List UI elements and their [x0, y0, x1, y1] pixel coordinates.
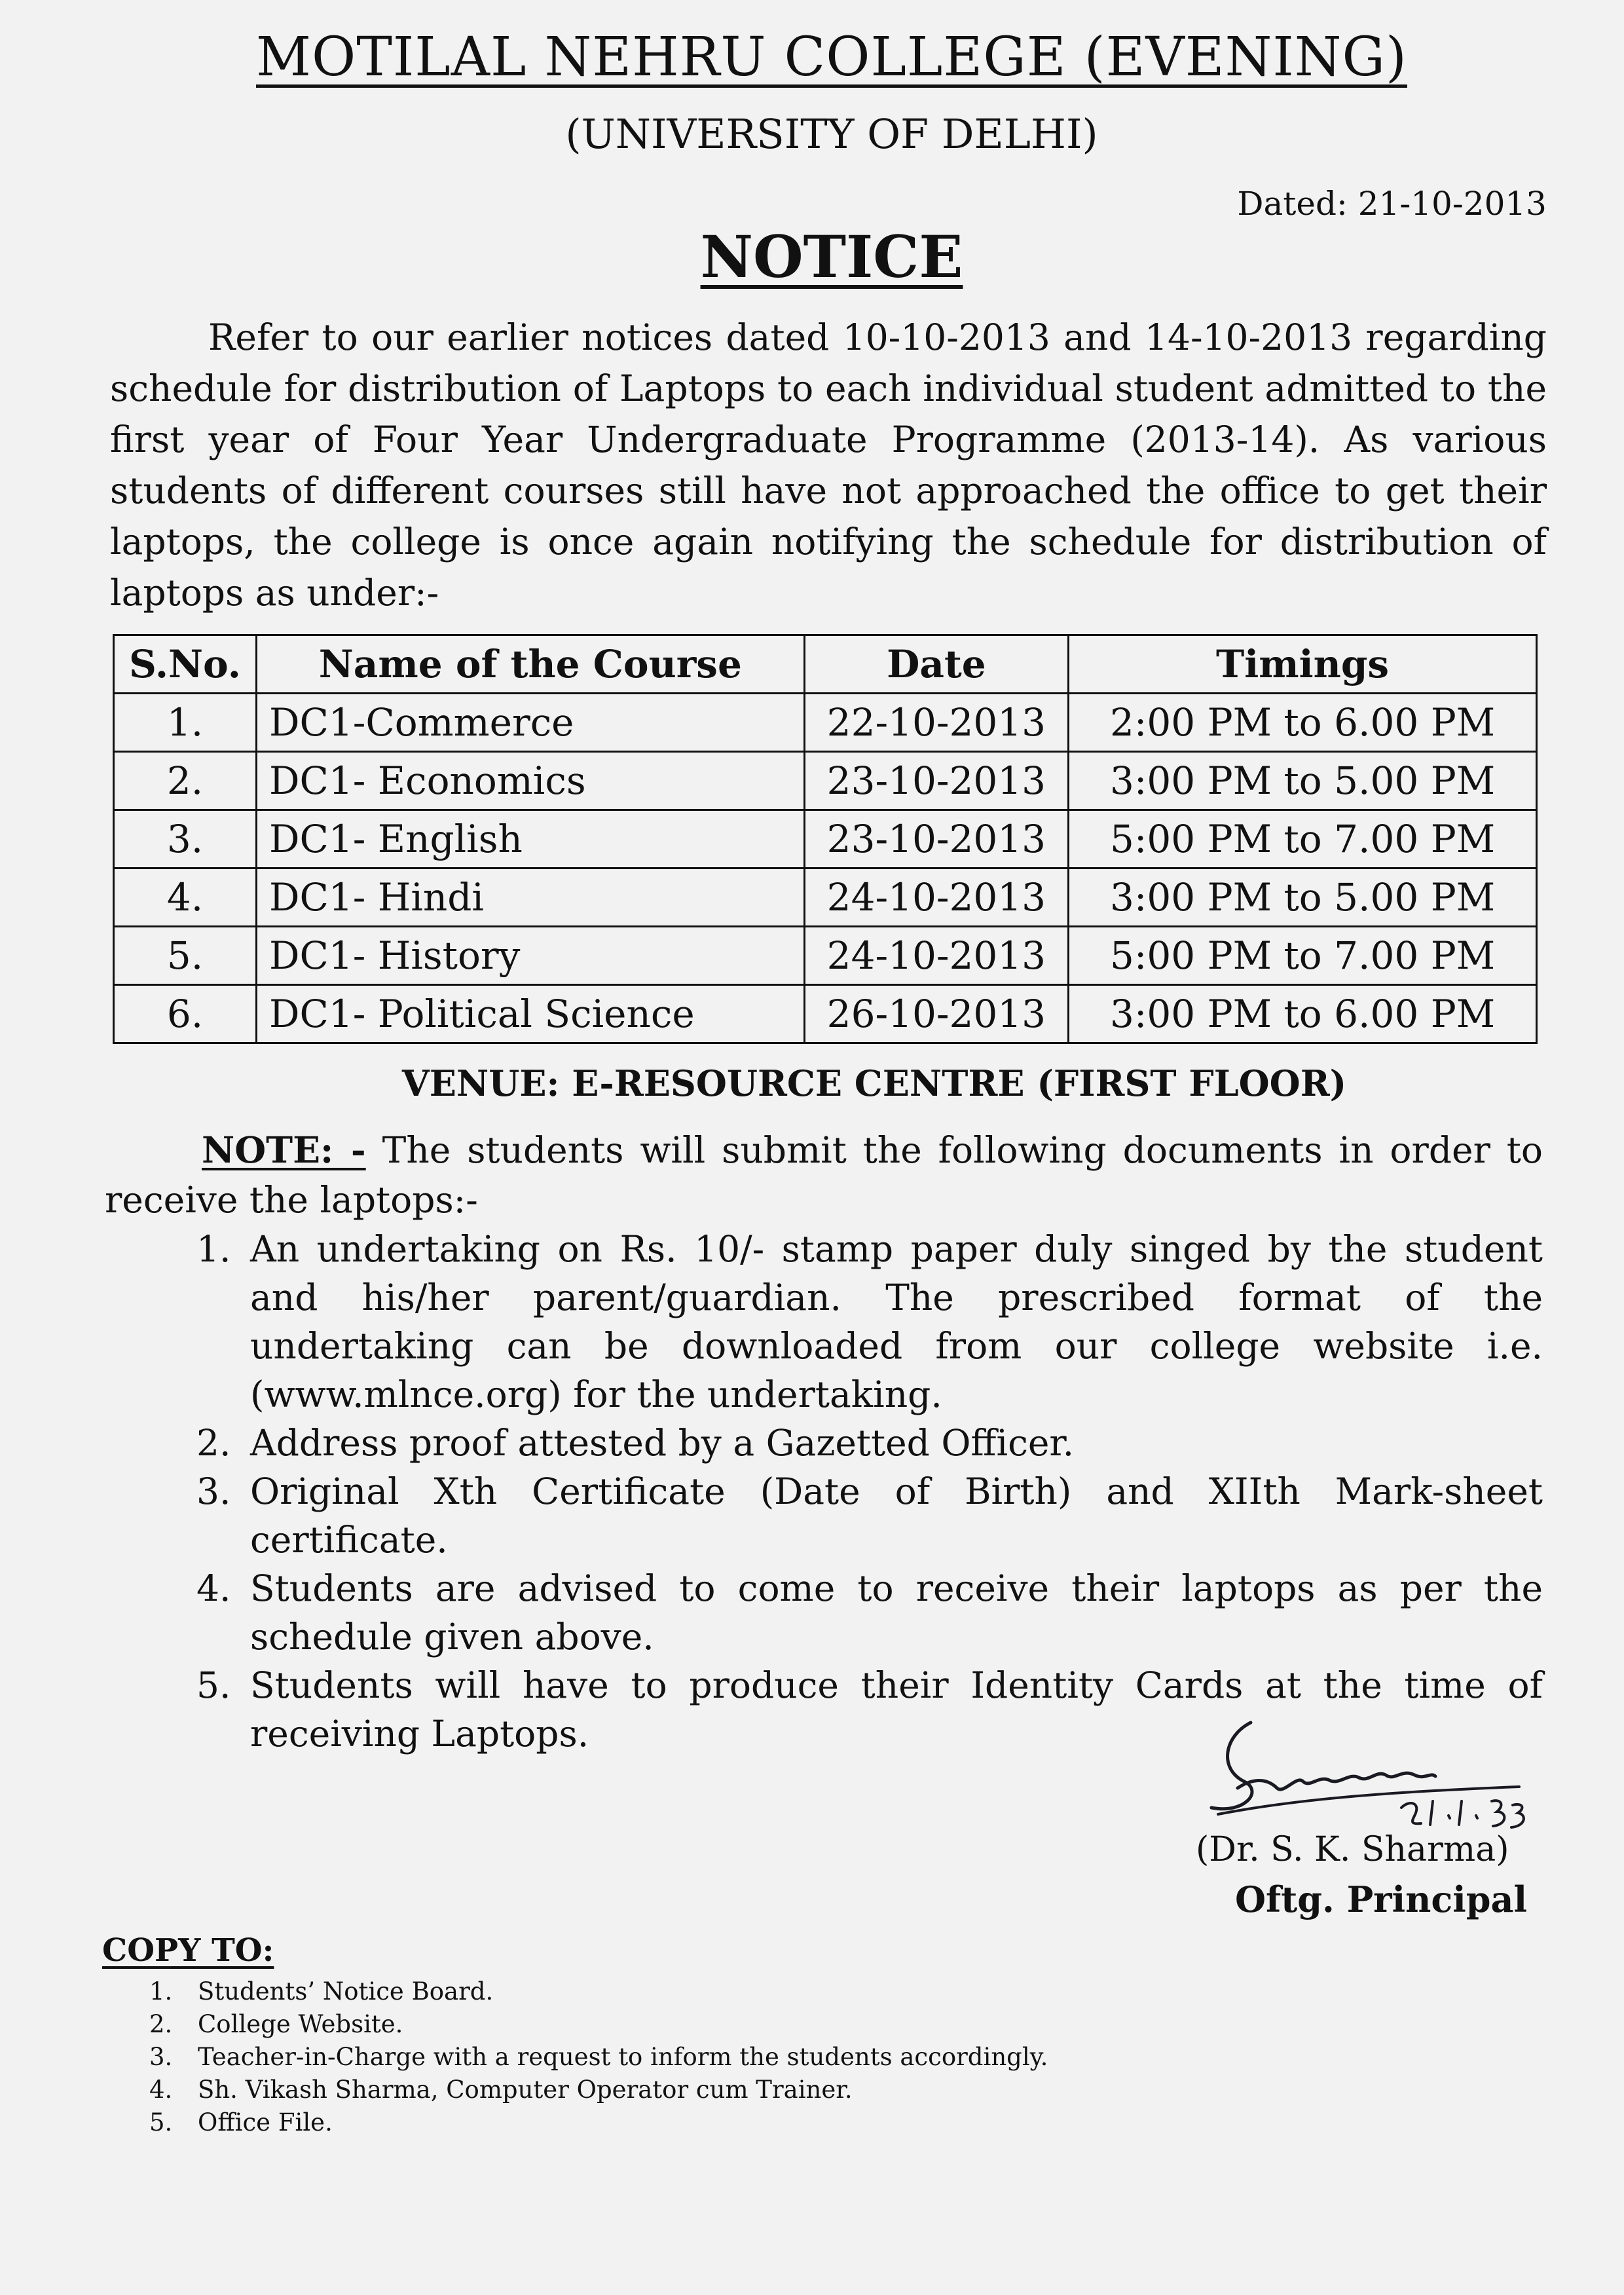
list-item-number: 3.: [149, 2043, 173, 2071]
cell-date: 23-10-2013: [804, 752, 1068, 810]
list-item-number: 5.: [149, 2108, 173, 2136]
table-row: [114, 985, 1537, 1043]
header-sno: S.No.: [114, 635, 257, 694]
cell-date: 23-10-2013: [804, 810, 1068, 868]
cell-timings: 3:00 PM to 5.00 PM: [1069, 752, 1537, 810]
list-item-text: Sh. Vikash Sharma, Computer Operator cum Trainer.: [198, 2076, 853, 2104]
table-row: [114, 694, 1537, 752]
cell-date: 26-10-2013: [804, 985, 1068, 1043]
list-item: [149, 2106, 1048, 2139]
cell-timings: 2:00 PM to 6.00 PM: [1069, 694, 1537, 752]
cell-timings: 3:00 PM to 6.00 PM: [1069, 985, 1537, 1043]
list-item-text: Teacher-in-Charge with a request to inform the students accordingly.: [198, 2043, 1048, 2071]
list-item-text: College Website.: [198, 2010, 403, 2038]
list-item-number: 3.: [196, 1470, 231, 1512]
list-item-number: 4.: [149, 2076, 173, 2104]
cell-sno: 6.: [114, 985, 257, 1043]
list-item: [149, 1975, 1048, 2008]
table-row: [114, 927, 1537, 985]
signatory-designation: Oftg. Principal: [1235, 1878, 1528, 1920]
cell-timings: 3:00 PM to 5.00 PM: [1069, 868, 1537, 927]
cell-date: 24-10-2013: [804, 927, 1068, 985]
list-item: [149, 2041, 1048, 2074]
college-name: MOTILAL NEHRU COLLEGE (EVENING): [256, 26, 1407, 88]
list-item-text: Address proof attested by a Gazetted Officer.: [250, 1422, 1075, 1464]
table-row: [114, 868, 1537, 927]
list-item-text: Students’ Notice Board.: [198, 1977, 494, 2006]
note-paragraph: [105, 1125, 1543, 1225]
signatory-name: (Dr. S. K. Sharma): [1196, 1830, 1509, 1869]
cell-course: DC1- Economics: [256, 752, 804, 810]
list-item: [196, 1419, 1543, 1467]
cell-course: DC1-Commerce: [256, 694, 804, 752]
table-row: [114, 752, 1537, 810]
table-header-row: [114, 635, 1537, 694]
requirements-list: [196, 1225, 1543, 1758]
copy-to-list: [149, 1975, 1048, 2139]
notice-date: Dated: 21-10-2013: [1237, 185, 1547, 223]
copy-to-heading: COPY TO:: [102, 1932, 274, 1969]
distribution-schedule-table: [113, 634, 1538, 1044]
list-item-text: Original Xth Certificate (Date of Birth) and XIIth Mark-sheet certificate.: [250, 1470, 1543, 1561]
list-item-number: 1.: [149, 1977, 173, 2006]
cell-sno: 2.: [114, 752, 257, 810]
list-item-text: Students will have to produce their Identity Cards at the time of receiving Laptops.: [250, 1664, 1543, 1755]
university-name: (UNIVERSITY OF DELHI): [565, 110, 1098, 158]
list-item-text: An undertaking on Rs. 10/- stamp paper duly singed by the student and his/her parent/guardian. The prescribed format of the undertaking can be downloaded from our college website i.e. (www.mlnce.org) for the undertaking.: [250, 1228, 1543, 1415]
list-item: [149, 2074, 1048, 2106]
cell-course: DC1- Hindi: [256, 868, 804, 927]
list-item-text: Students are advised to come to receive their laptops as per the schedule given above.: [250, 1567, 1543, 1658]
header-course: Name of the Course: [256, 635, 804, 694]
cell-timings: 5:00 PM to 7.00 PM: [1069, 810, 1537, 868]
list-item-number: 5.: [196, 1664, 231, 1706]
cell-course: DC1- History: [256, 927, 804, 985]
note-text: The students will submit the following documents in order to receive the laptops:-: [105, 1129, 1543, 1221]
list-item: [196, 1225, 1543, 1419]
list-item-number: 1.: [196, 1228, 231, 1270]
venue-line: VENUE: E-RESOURCE CENTRE (FIRST FLOOR): [401, 1062, 1347, 1104]
cell-sno: 5.: [114, 927, 257, 985]
list-item-text: Office File.: [198, 2108, 333, 2136]
cell-sno: 4.: [114, 868, 257, 927]
handwritten-signature: [1205, 1709, 1532, 1840]
cell-date: 24-10-2013: [804, 868, 1068, 927]
list-item: [196, 1564, 1543, 1661]
table-row: [114, 810, 1537, 868]
cell-sno: 3.: [114, 810, 257, 868]
list-item: [149, 2008, 1048, 2041]
notice-title: NOTICE: [700, 223, 963, 291]
list-item-number: 2.: [196, 1422, 231, 1464]
header-date: Date: [804, 635, 1068, 694]
cell-course: DC1- Political Science: [256, 985, 804, 1043]
note-label: NOTE: -: [202, 1129, 366, 1171]
cell-date: 22-10-2013: [804, 694, 1068, 752]
list-item: [196, 1467, 1543, 1564]
cell-timings: 5:00 PM to 7.00 PM: [1069, 927, 1537, 985]
list-item-number: 2.: [149, 2010, 173, 2038]
list-item-number: 4.: [196, 1567, 231, 1609]
intro-paragraph: Refer to our earlier notices dated 10-10-2013 and 14-10-2013 regarding schedule for distribution of Laptops to each individual student admitted to the first year of Four Year Undergraduate Programme (2013-14). As various students of different courses still have not approached the office to get their laptops, the college is once again notifying the schedule for distribution of laptops as under:-: [110, 316, 1547, 614]
header-timings: Timings: [1069, 635, 1537, 694]
cell-sno: 1.: [114, 694, 257, 752]
cell-course: DC1- English: [256, 810, 804, 868]
